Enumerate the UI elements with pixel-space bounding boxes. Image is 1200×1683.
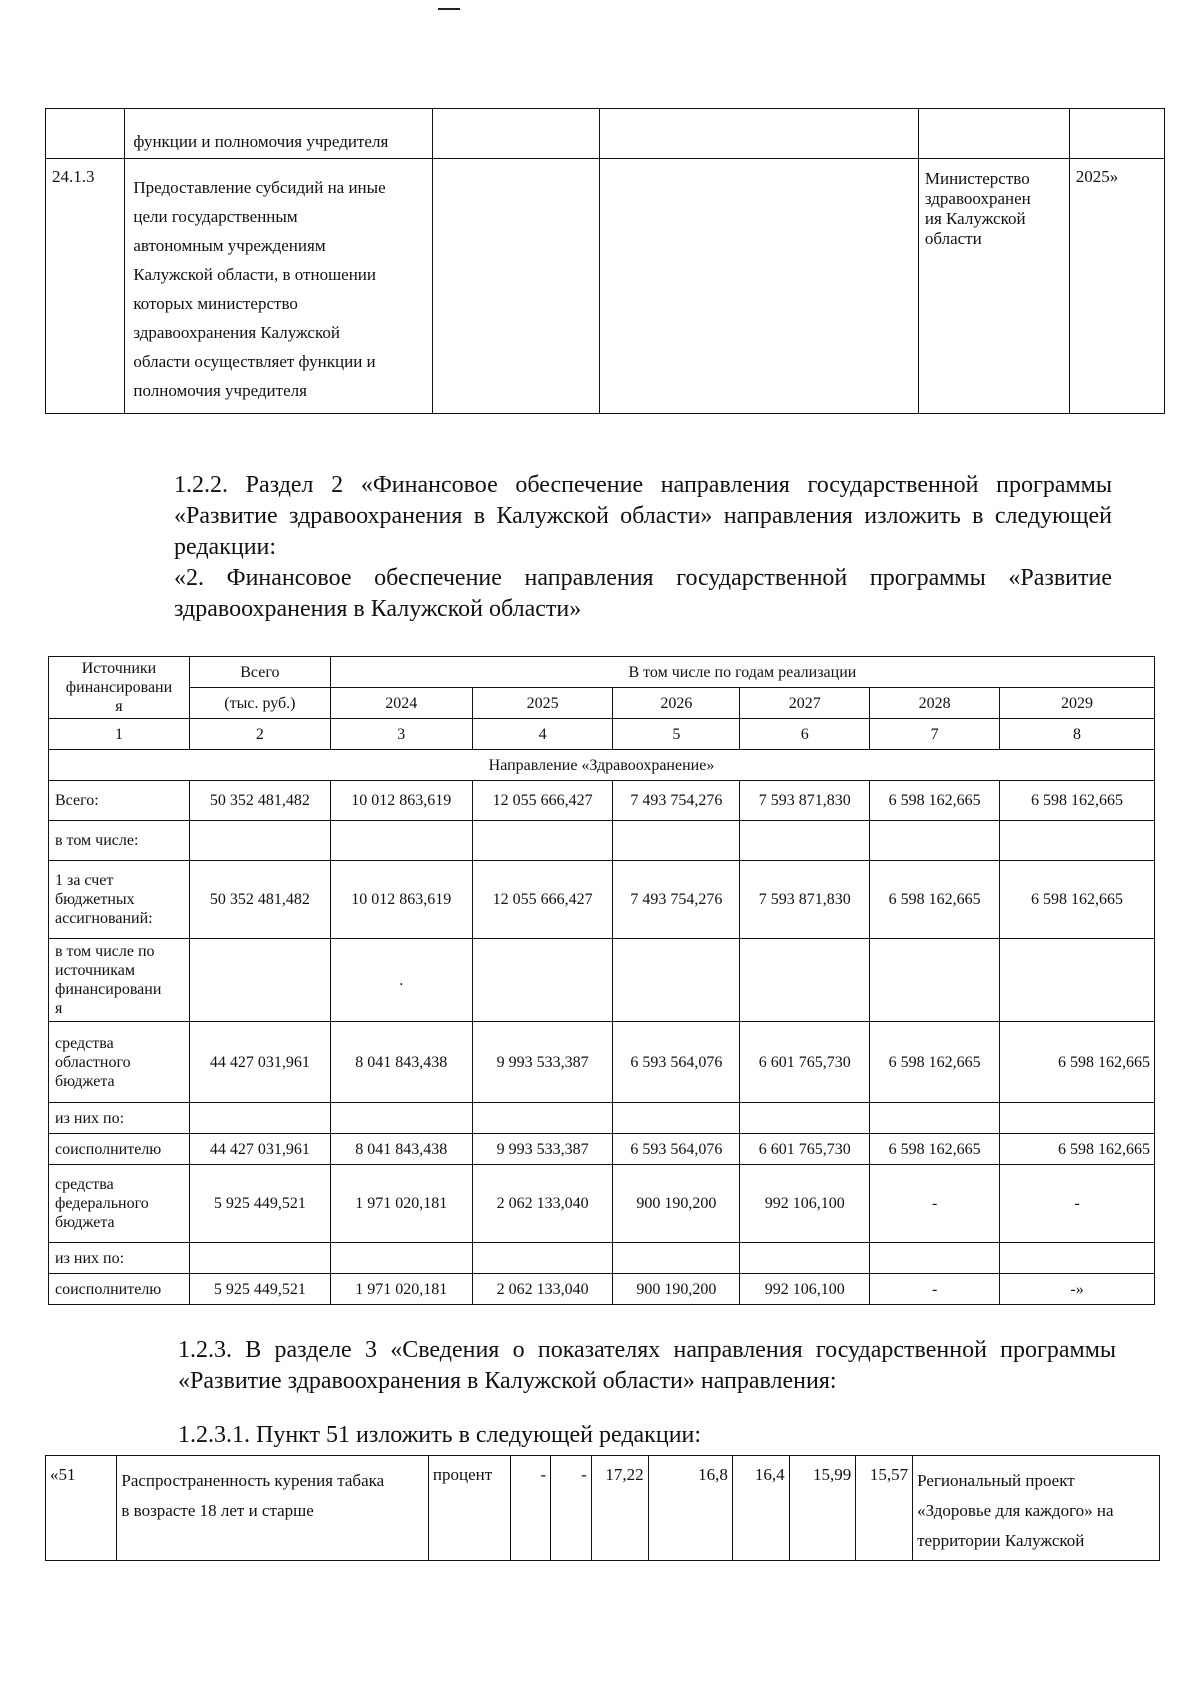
value-cell [189,1103,330,1134]
value-cell: 10 012 863,619 [330,781,472,821]
value-cell: 6 598 162,665 [870,861,1000,939]
row-label: соисполнителю [49,1134,190,1165]
value-cell: 9 993 533,387 [472,1022,613,1103]
indicator-value: 16,8 [648,1456,732,1561]
table-row [49,1165,1155,1243]
indicator-value: 16,4 [732,1456,789,1561]
section-1-2-2 [174,470,1112,625]
value-cell [613,1243,740,1274]
header-year: 2029 [1000,688,1155,719]
value-cell: 8 041 843,438 [330,1022,472,1103]
responsible-executor: Министерство здравоохранен ия Калужской области [918,159,1069,414]
value-cell: 7 493 754,276 [613,861,740,939]
col-number: 5 [613,719,740,750]
value-cell: 10 012 863,619 [330,861,472,939]
header-year: 2027 [740,688,870,719]
row-label: из них по: [49,1103,190,1134]
header-year: 2028 [870,688,1000,719]
value-cell: 44 427 031,961 [189,1022,330,1103]
table-row [49,1022,1155,1103]
value-cell [472,1103,613,1134]
col-number: 4 [472,719,613,750]
value-cell: 7 593 871,830 [740,781,870,821]
finance-table [48,656,1155,1305]
paragraph: 1.2.2. Раздел 2 «Финансовое обеспечение направления государственной программы «Развитие здравоохранения в Калужской области» направления изложить в следующей редакции: [174,472,1112,560]
row-label: Всего: [49,781,190,821]
value-cell: 6 598 162,665 [1000,861,1155,939]
value-cell: 7 593 871,830 [740,861,870,939]
table-row [49,861,1155,939]
value-cell: 8 041 843,438 [330,1134,472,1165]
value-cell: - [870,1165,1000,1243]
header-source: Источники финансировани я [49,657,190,719]
indicator-name: Распространенность курения табака в возрасте 18 лет и старше [117,1456,428,1561]
value-cell: . [330,939,472,1022]
value-cell [330,1103,472,1134]
col-number: 8 [1000,719,1155,750]
value-cell: 992 106,100 [740,1274,870,1305]
header-years-group: В том числе по годам реализации [330,657,1154,688]
value-cell [870,821,1000,861]
value-cell: 900 190,200 [613,1274,740,1305]
value-cell: 6 598 162,665 [870,1134,1000,1165]
row-label: в том числе по источникам финансировани я [49,939,190,1022]
value-cell: 6 598 162,665 [1000,1134,1155,1165]
header-total-unit: (тыс. руб.) [189,688,330,719]
value-cell: 12 055 666,427 [472,861,613,939]
value-cell [613,821,740,861]
value-cell: 50 352 481,482 [189,781,330,821]
value-cell [613,939,740,1022]
value-cell: -» [1000,1274,1155,1305]
value-cell [870,1243,1000,1274]
table-row [49,821,1155,861]
value-cell: 7 493 754,276 [613,781,740,821]
value-cell: 1 971 020,181 [330,1274,472,1305]
value-cell: 50 352 481,482 [189,861,330,939]
paragraph: 1.2.3. В разделе 3 «Сведения о показателях направления государственной программы «Развитие здравоохранения в Калужской области» направления: [178,1337,1116,1394]
indicator-value: - [551,1456,592,1561]
indicator-number: «51 [46,1456,117,1561]
value-cell [870,939,1000,1022]
value-cell: 6 598 162,665 [1000,781,1155,821]
value-cell: 6 601 765,730 [740,1022,870,1103]
activities-table [45,108,1165,414]
indicator-table [45,1455,1160,1561]
value-cell [1000,1243,1155,1274]
row-label: 1 за счет бюджетных ассигнований: [49,861,190,939]
indicator-value: 15,99 [789,1456,856,1561]
value-cell: 2 062 133,040 [472,1274,613,1305]
header-total: Всего [189,657,330,688]
header-row [49,688,1155,719]
indicator-value: 15,57 [856,1456,913,1561]
value-cell: 900 190,200 [613,1165,740,1243]
value-cell: 44 427 031,961 [189,1134,330,1165]
direction-title: Направление «Здравоохранение» [49,750,1155,781]
value-cell: 5 925 449,521 [189,1165,330,1243]
header-year: 2026 [613,688,740,719]
activity-year: 2025» [1069,159,1164,414]
value-cell: 6 601 765,730 [740,1134,870,1165]
table-row [49,939,1155,1022]
paragraph: 1.2.3.1. Пункт 51 изложить в следующей редакции: [178,1422,702,1448]
table-row [49,1274,1155,1305]
value-cell: - [870,1274,1000,1305]
header-row [49,657,1155,688]
value-cell: 6 598 162,665 [870,781,1000,821]
col-number: 1 [49,719,190,750]
row-label: средства федерального бюджета [49,1165,190,1243]
col-number: 2 [189,719,330,750]
value-cell [189,821,330,861]
paragraph: «2. Финансовое обеспечение направления государственной программы «Развитие здравоохранения в Калужской области» [174,565,1112,622]
value-cell: 6 598 162,665 [1000,1022,1155,1103]
row-label: средства областного бюджета [49,1022,190,1103]
table-row [49,1134,1155,1165]
col-number: 6 [740,719,870,750]
column-number-row [49,719,1155,750]
direction-row [49,750,1155,781]
value-cell [740,939,870,1022]
table-row [46,159,1165,414]
indicator-value: - [510,1456,551,1561]
value-cell: 12 055 666,427 [472,781,613,821]
value-cell [870,1103,1000,1134]
indicator-unit: процент [428,1456,510,1561]
indicator-value: 17,22 [591,1456,648,1561]
header-year: 2025 [472,688,613,719]
page-top-mark [438,8,460,10]
value-cell [740,1243,870,1274]
table-row [49,1103,1155,1134]
row-label: из них по: [49,1243,190,1274]
value-cell: 9 993 533,387 [472,1134,613,1165]
value-cell [330,821,472,861]
value-cell: 2 062 133,040 [472,1165,613,1243]
value-cell: 6 598 162,665 [870,1022,1000,1103]
value-cell [740,821,870,861]
value-cell [740,1103,870,1134]
indicator-project: Региональный проект «Здоровье для каждого» на территории Калужской [913,1456,1160,1561]
value-cell: - [1000,1165,1155,1243]
value-cell: 1 971 020,181 [330,1165,472,1243]
value-cell [330,1243,472,1274]
value-cell [613,1103,740,1134]
value-cell [1000,939,1155,1022]
value-cell: 6 593 564,076 [613,1134,740,1165]
table-row [46,1456,1160,1561]
value-cell: 5 925 449,521 [189,1274,330,1305]
value-cell [472,821,613,861]
value-cell [189,939,330,1022]
activity-text: функции и полномочия учредителя [133,132,389,151]
activity-description: Предоставление субсидий на иные цели государственным автономным учреждениям Калужской области, в отношении которых министерство здравоохранения Калужской области осуществляет функции и полномочия учредителя [125,159,433,414]
row-label: в том числе: [49,821,190,861]
header-year: 2024 [330,688,472,719]
row-label: соисполнителю [49,1274,190,1305]
col-number: 3 [330,719,472,750]
value-cell [189,1243,330,1274]
value-cell [472,939,613,1022]
value-cell [472,1243,613,1274]
section-1-2-3 [178,1335,1116,1451]
table-row [49,1243,1155,1274]
value-cell: 6 593 564,076 [613,1022,740,1103]
value-cell: 992 106,100 [740,1165,870,1243]
table-row [49,781,1155,821]
activity-number: 24.1.3 [46,159,125,414]
value-cell [1000,1103,1155,1134]
table-row [46,109,1165,159]
value-cell [1000,821,1155,861]
col-number: 7 [870,719,1000,750]
